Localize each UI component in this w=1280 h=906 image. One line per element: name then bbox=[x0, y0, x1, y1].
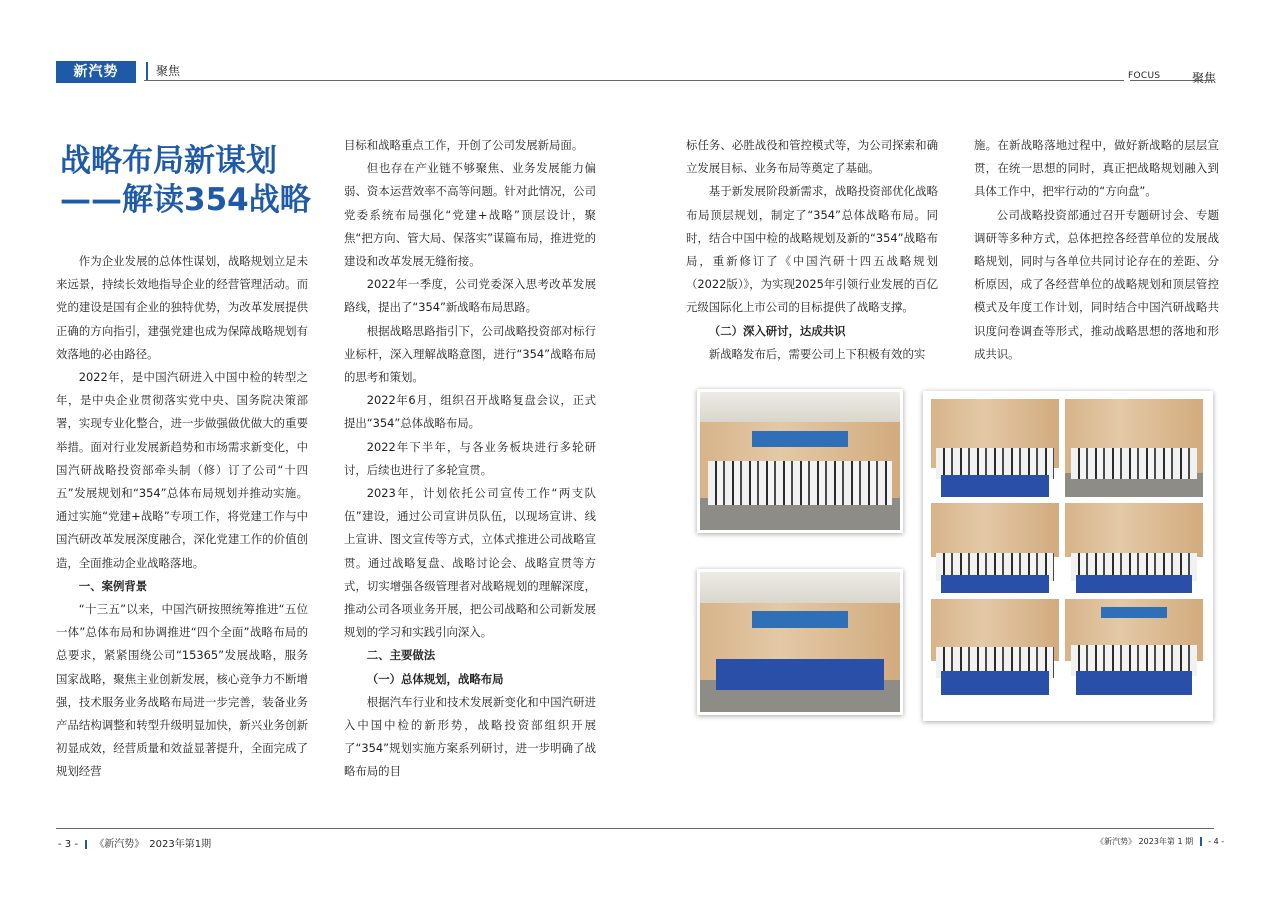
footer-rule bbox=[56, 828, 1214, 829]
article-title-line2: ——解读354战略 bbox=[60, 182, 311, 218]
header-section-right: 聚焦 bbox=[1192, 71, 1217, 85]
article-title bbox=[60, 142, 330, 220]
header-rule bbox=[144, 80, 1124, 81]
paragraph: 标任务、必胜战役和管控模式等，为公司探索和确立发展目标、业务布局等奠定了基础。 bbox=[686, 138, 938, 176]
photo-image bbox=[931, 503, 1059, 593]
text-column-1 bbox=[56, 250, 308, 784]
paragraph: 2022年一季度，公司党委深入思考改革发展路线，提出了“354”新战略布局思路。 bbox=[344, 277, 596, 315]
photo-image bbox=[1065, 399, 1203, 497]
photo-image bbox=[700, 392, 900, 530]
paragraph: 新战略发布后，需要公司上下积极有效的实 bbox=[708, 346, 926, 361]
photo-image bbox=[1065, 599, 1203, 695]
photo-image bbox=[700, 572, 900, 712]
photo-grid-discussions bbox=[923, 391, 1213, 721]
paragraph: 但也存在产业链不够聚焦、业务发展能力偏弱、资本运营效率不高等问题。针对此情况，公司党委系统布局强化“党建+战略”顶层设计，聚焦“把方向、管大局、保落实”谋篇布局，推进党的建设和改革发展无缝衔接。 bbox=[344, 161, 596, 269]
section-heading: 二、主要做法 bbox=[366, 648, 436, 663]
header-divider bbox=[146, 62, 148, 80]
footer-tick bbox=[85, 840, 87, 849]
paragraph: 2022年下半年，与各业务板块进行多轮研讨，后续也进行了多轮宣贯。 bbox=[344, 439, 596, 477]
paragraph: “十三五”以来，中国汽研按照统筹推进“五位一体”总体布局和协调推进“四个全面”战略布局的总要求，紧紧围绕公司“15365”发展战略，服务国家战略，聚焦主业创新发展，核心竞争力不断增强，技术服务业务战略布局进一步完善，装备业务产品结构调整和转型升级明显加快，新兴业务创新初显成效，经营质量和效益显著提升，全面完成了规划经营 bbox=[56, 602, 308, 779]
header-section-left: 聚焦 bbox=[156, 64, 181, 78]
footer-left bbox=[58, 835, 211, 850]
paragraph: 2022年6月，组织召开战略复盘会议，正式提出“354”总体战略布局。 bbox=[344, 393, 596, 431]
footer-magazine-issue: 《新汽势》 2023年第1期 bbox=[94, 839, 212, 850]
photo-image bbox=[1065, 503, 1203, 593]
footer-magazine-issue-right: 《新汽势》 2023年第 1 期 bbox=[1096, 837, 1194, 846]
page-number-left: - 3 - bbox=[58, 839, 78, 850]
subsection-heading: （一）总体规划，战略布局 bbox=[366, 671, 504, 686]
photo-image bbox=[931, 599, 1059, 695]
paragraph: 公司战略投资部通过召开专题研讨会、专题调研等多种方式，总体把控各经营单位的发展战略规划，同时与各单位共同讨论存在的差距、分析原因，成了各经营单位的战略规划和顶层管控模式及年度工作计划，同时结合中国汽研战略共识度问卷调查等形式，推动战略思想的落地和形成共识。 bbox=[974, 207, 1219, 361]
paragraph: 2022年，是中国汽研进入中国中检的转型之年，是中央企业贯彻落实党中央、国务院决策部署，实现专业化整合，进一步做强做优做大的重要举措。面对行业发展新趋势和市场需求新变化，中国汽研战略投资部牵头制（修）订了公司“十四五”发展规划和“354”总体布局规划并推动实施。通过实施“党建+战略”专项工作，将党建工作与中国汽研改革发展深度融合，深化党建工作的价值创造，全面推动企业战略落地。 bbox=[56, 370, 308, 570]
page-number-right: - 4 - bbox=[1208, 837, 1225, 846]
photo-group-meeting bbox=[697, 389, 903, 533]
photo-seminar-hall bbox=[697, 569, 903, 715]
subsection-heading: （二）深入研讨，达成共识 bbox=[708, 323, 846, 338]
paragraph: 2023年，计划依托公司宣传工作“两支队伍”建设，通过公司宣讲员队伍，以现场宣讲、线上宣讲、图文宣传等方式，立体式推进公司战略宣贯。通过战略复盘、战略讨论会、战略宣贯等方式，切实增强各级管理者对战略规划的理解深度，推动公司各项业务开展，把公司战略和公司新发展规划的学习和实践引向深入。 bbox=[344, 486, 596, 640]
footer-right bbox=[1096, 836, 1224, 847]
paragraph: 基于新发展阶段新需求，战略投资部优化战略布局顶层规划，制定了“354”总体战略布局。同时，结合中国中检的战略规划及新的“354”战略布局，重新修订了《中国汽研十四五战略规划（2022版）》，为实现2025年引领行业发展的百亿元级国际化上市公司的目标提供了战略支撑。 bbox=[686, 184, 938, 315]
article-title-line1: 战略布局新谋划 bbox=[60, 143, 277, 179]
photo-image bbox=[931, 399, 1059, 497]
footer-tick bbox=[1200, 837, 1202, 846]
section-heading: 一、案例背景 bbox=[78, 578, 148, 593]
paragraph: 作为企业发展的总体性谋划，战略规划立足未来远景，持续长效地指导企业的经营管理活动。而党的建设是国有企业的独特优势，为改革发展提供正确的方向指引，建强党建也成为保障战略规划有效落地的必由路径。 bbox=[56, 254, 308, 361]
paragraph: 根据汽车行业和技术发展新变化和中国汽研进入中国中检的新形势，战略投资部组织开展了“354”规划实施方案系列研讨，进一步明确了战略布局的目 bbox=[344, 694, 596, 779]
text-column-4 bbox=[974, 134, 1219, 366]
text-column-3 bbox=[686, 134, 938, 366]
text-column-2 bbox=[344, 134, 596, 784]
magazine-logo: 新汽势 bbox=[56, 61, 136, 83]
paragraph: 目标和战略重点工作，开创了公司发展新局面。 bbox=[344, 138, 584, 152]
paragraph: 施。在新战略落地过程中，做好新战略的层层宣贯，在统一思想的同时，真正把战略规划融入到具体工作中，把牢行动的“方向盘”。 bbox=[974, 138, 1219, 199]
paragraph: 根据战略思路指引下，公司战略投资部对标行业标杆，深入理解战略意图，进行“354”战略布局的思考和策划。 bbox=[344, 323, 596, 385]
header-focus-label: FOCUS bbox=[1128, 71, 1161, 81]
